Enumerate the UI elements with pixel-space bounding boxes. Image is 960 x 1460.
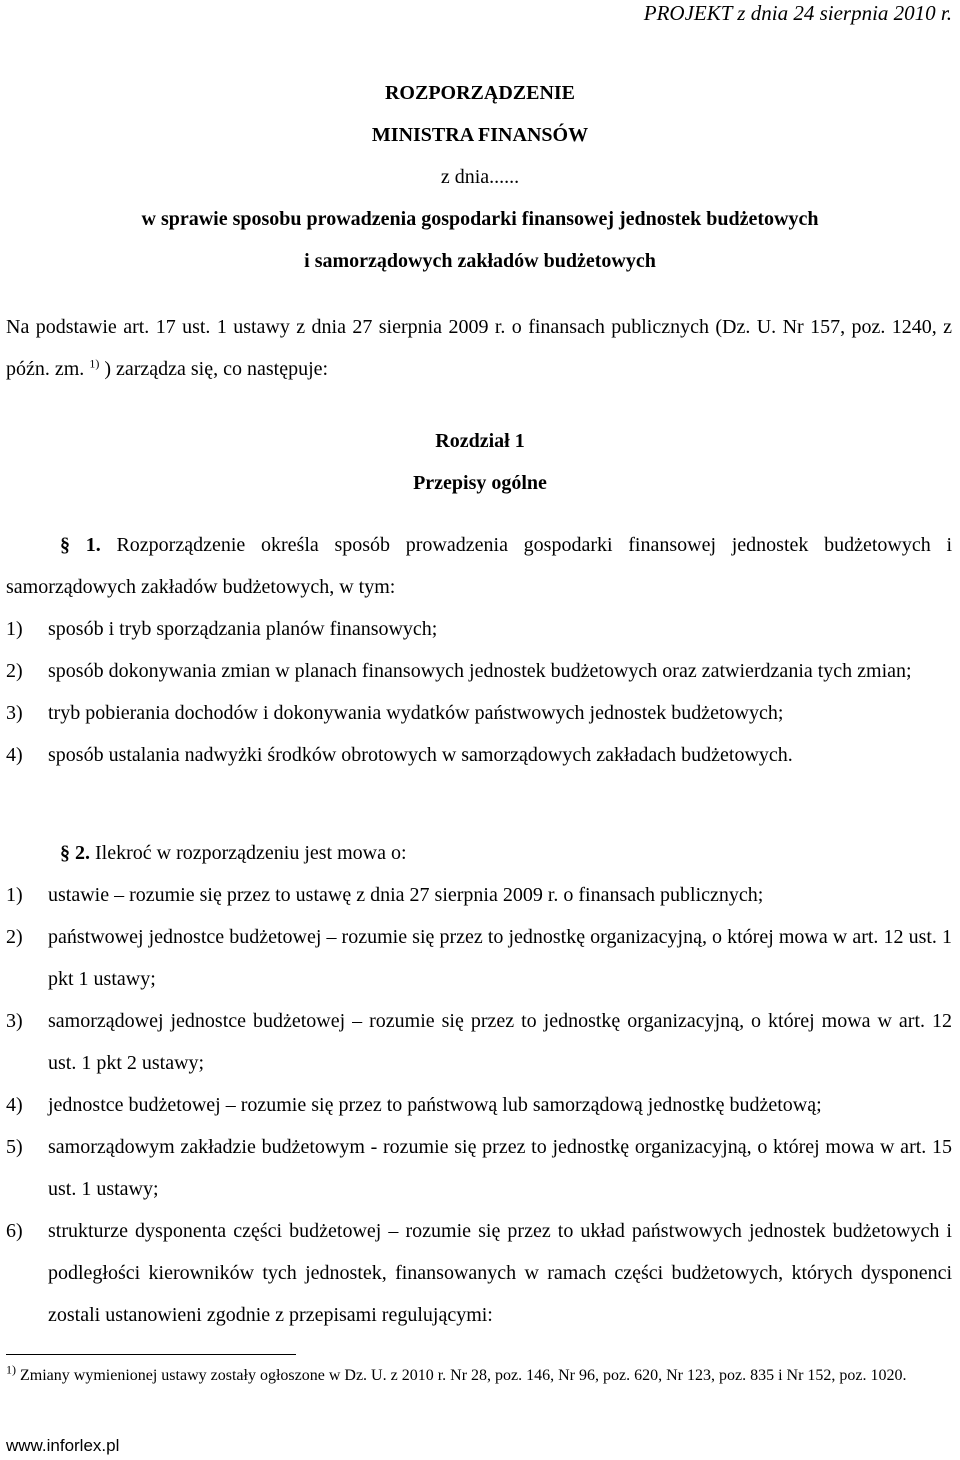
footnote-number: 1) <box>6 1362 16 1377</box>
section-symbol-2: § 2. <box>60 842 90 864</box>
section-symbol-1: § 1. <box>60 534 101 556</box>
paragraph-1-text: Rozporządzenie określa sposób prowadzenia gospodarki finansowej jednostek budżetowych i samorządowych zakładów budżetowych, w tym: <box>6 534 953 598</box>
footnote-text: Zmiany wymienionej ustawy zostały ogłoszone w Dz. U. z 2010 r. Nr 28, poz. 146, Nr 96, poz. 620, Nr 123, poz. 835 i Nr 152, poz. 1020. <box>20 1367 907 1384</box>
list-item: 3) tryb pobierania dochodów i dokonywania wydatków państwowych jednostek budżetowych; <box>6 702 784 724</box>
paragraph-2-lead <box>6 832 952 874</box>
list-item: 4) jednostce budżetowej – rozumie się przez to państwową lub samorządową jednostkę budżetową; <box>6 1094 822 1116</box>
footnote-reference: 1) <box>89 356 100 371</box>
chapter-number: Rozdział 1 <box>435 430 525 452</box>
document-title <box>0 72 960 282</box>
footnote-divider <box>6 1354 296 1355</box>
paragraph-1 <box>6 524 952 776</box>
list-item: 2) państwowej jednostce budżetowej – rozumie się przez to jednostkę organizacyjną, o której mowa w art. 12 ust. 1 pkt 1 ustawy; <box>6 926 952 990</box>
list-item: 1) sposób i tryb sporządzania planów finansowych; <box>6 618 438 640</box>
list-item: 4) sposób ustalania nadwyżki środków obrotowych w samorządowych zakładach budżetowych. <box>6 744 793 766</box>
project-note: PROJEKT z dnia 24 sierpnia 2010 r. <box>643 1 952 25</box>
title-date: z dnia...... <box>440 166 520 188</box>
chapter-heading <box>0 420 960 504</box>
intro-text-end: ) zarządza się, co następuje: <box>104 358 329 380</box>
chapter-name: Przepisy ogólne <box>413 472 547 494</box>
list-item: 1) ustawie – rozumie się przez to ustawę z dnia 27 sierpnia 2009 r. o finansach publicznych; <box>6 884 764 906</box>
footnote <box>6 1364 952 1388</box>
list-item: 5) samorządowym zakładzie budżetowym - rozumie się przez to jednostkę organizacyjną, o której mowa w art. 15 ust. 1 ustawy; <box>6 1136 952 1200</box>
title-subject-2: i samorządowych zakładów budżetowych <box>304 250 656 272</box>
site-link[interactable]: www.inforlex.pl <box>6 1436 120 1455</box>
title-line-1: ROZPORZĄDZENIE <box>384 82 576 104</box>
title-line-2: MINISTRA FINANSÓW <box>371 124 589 146</box>
intro-paragraph <box>6 306 952 390</box>
list-item: 2) sposób dokonywania zmian w planach finansowych jednostek budżetowych oraz zatwierdzania tych zmian; <box>6 660 912 682</box>
paragraph-1-lead <box>6 524 952 608</box>
list-item: 6) strukturze dysponenta części budżetowej – rozumie się przez to układ państwowych jednostek budżetowych i podległości kierowników tych jednostek, finansowanych w ramach części budżetowych, których dysponenci zostali ustanowieni zgodnie z przepisami regulującymi: <box>6 1220 952 1326</box>
paragraph-2 <box>6 832 952 1336</box>
title-subject-1: w sprawie sposobu prowadzenia gospodarki finansowej jednostek budżetowych <box>141 208 819 230</box>
intro-text: Na podstawie art. 17 ust. 1 ustawy z dnia 27 sierpnia 2009 r. o finansach publicznych (Dz. U. Nr 157, poz. 1240, z późn. zm. <box>6 316 952 380</box>
paragraph-2-text: Ilekroć w rozporządzeniu jest mowa o: <box>95 842 407 864</box>
list-item: 3) samorządowej jednostce budżetowej – rozumie się przez to jednostkę organizacyjną, o której mowa w art. 12 ust. 1 pkt 2 ustawy; <box>6 1010 952 1074</box>
